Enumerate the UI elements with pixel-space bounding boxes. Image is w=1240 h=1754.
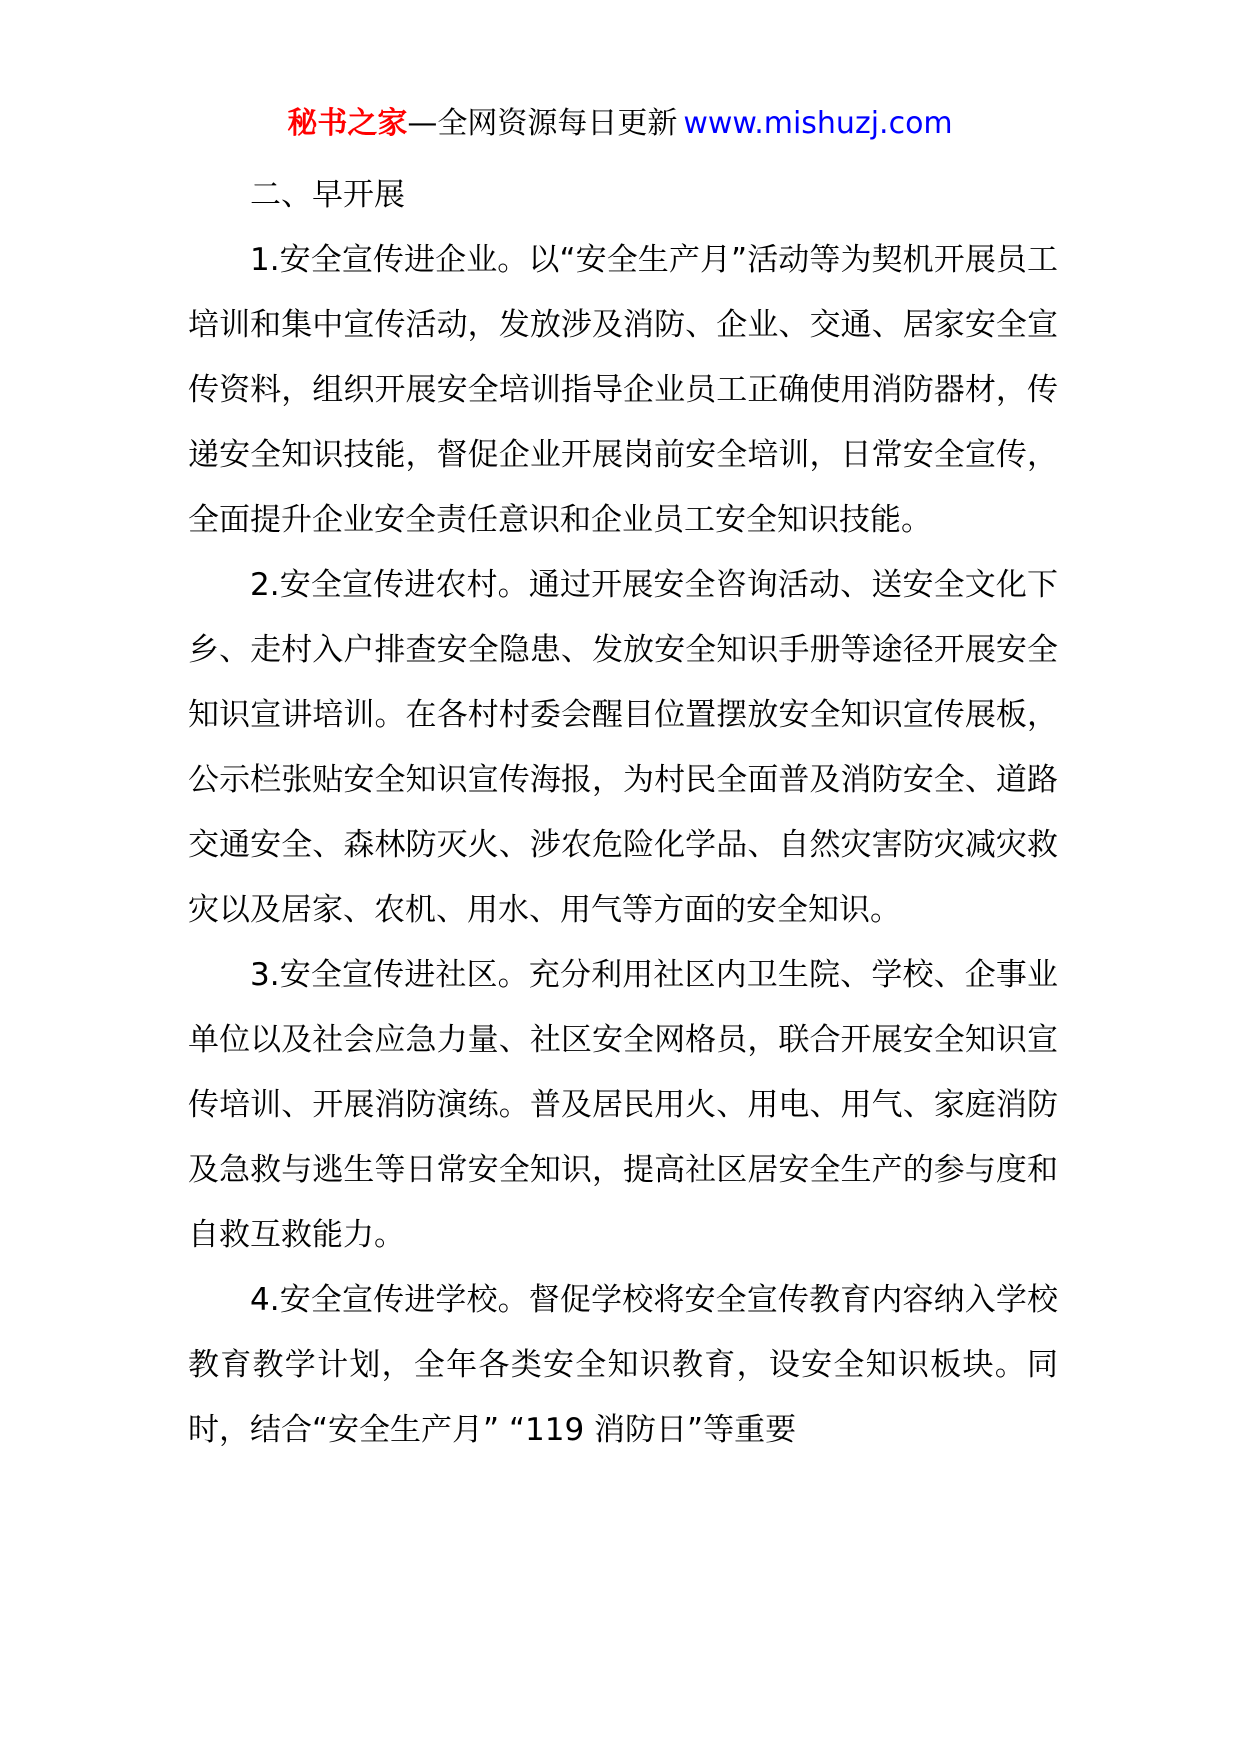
brand-name: 秘书之家 <box>287 106 408 141</box>
document-body <box>188 163 1058 1463</box>
paragraph-school: 4.安全宣传进学校。督促学校将安全宣传教育内容纳入学校教育教学计划，全年各类安全知识教育，设安全知识板块。同时，结合“安全生产月” “119 消防日”等重要 <box>188 1282 1058 1448</box>
watermark-header <box>0 100 1240 148</box>
website-link[interactable]: www.mishuzj.com <box>683 106 953 141</box>
paragraph-community: 3.安全宣传进社区。充分利用社区内卫生院、学校、企事业单位以及社会应急力量、社区安全网格员，联合开展安全知识宣传培训、开展消防演练。普及居民用火、用电、用气、家庭消防及急救与逃生等日常安全知识，提高社区居安全生产的参与度和自救互救能力。 <box>188 957 1058 1253</box>
section-heading: 二、早开展 <box>250 177 405 213</box>
paragraph-village: 2.安全宣传进农村。通过开展安全咨询活动、送安全文化下乡、走村入户排查安全隐患、发放安全知识手册等途径开展安全知识宣讲培训。在各村村委会醒目位置摆放安全知识宣传展板，公示栏张贴安全知识宣传海报，为村民全面普及消防安全、道路交通安全、森林防灭火、涉农危险化学品、自然灾害防灾减灾救灾以及居家、农机、用水、用气等方面的安全知识。 <box>188 567 1058 928</box>
tagline: —全网资源每日更新 <box>407 106 678 141</box>
paragraph-enterprise: 1.安全宣传进企业。以“安全生产月”活动等为契机开展员工培训和集中宣传活动，发放涉及消防、企业、交通、居家安全宣传资料，组织开展安全培训指导企业员工正确使用消防器材，传递安全知识技能，督促企业开展岗前安全培训，日常安全宣传，全面提升企业安全责任意识和企业员工安全知识技能。 <box>188 242 1058 538</box>
